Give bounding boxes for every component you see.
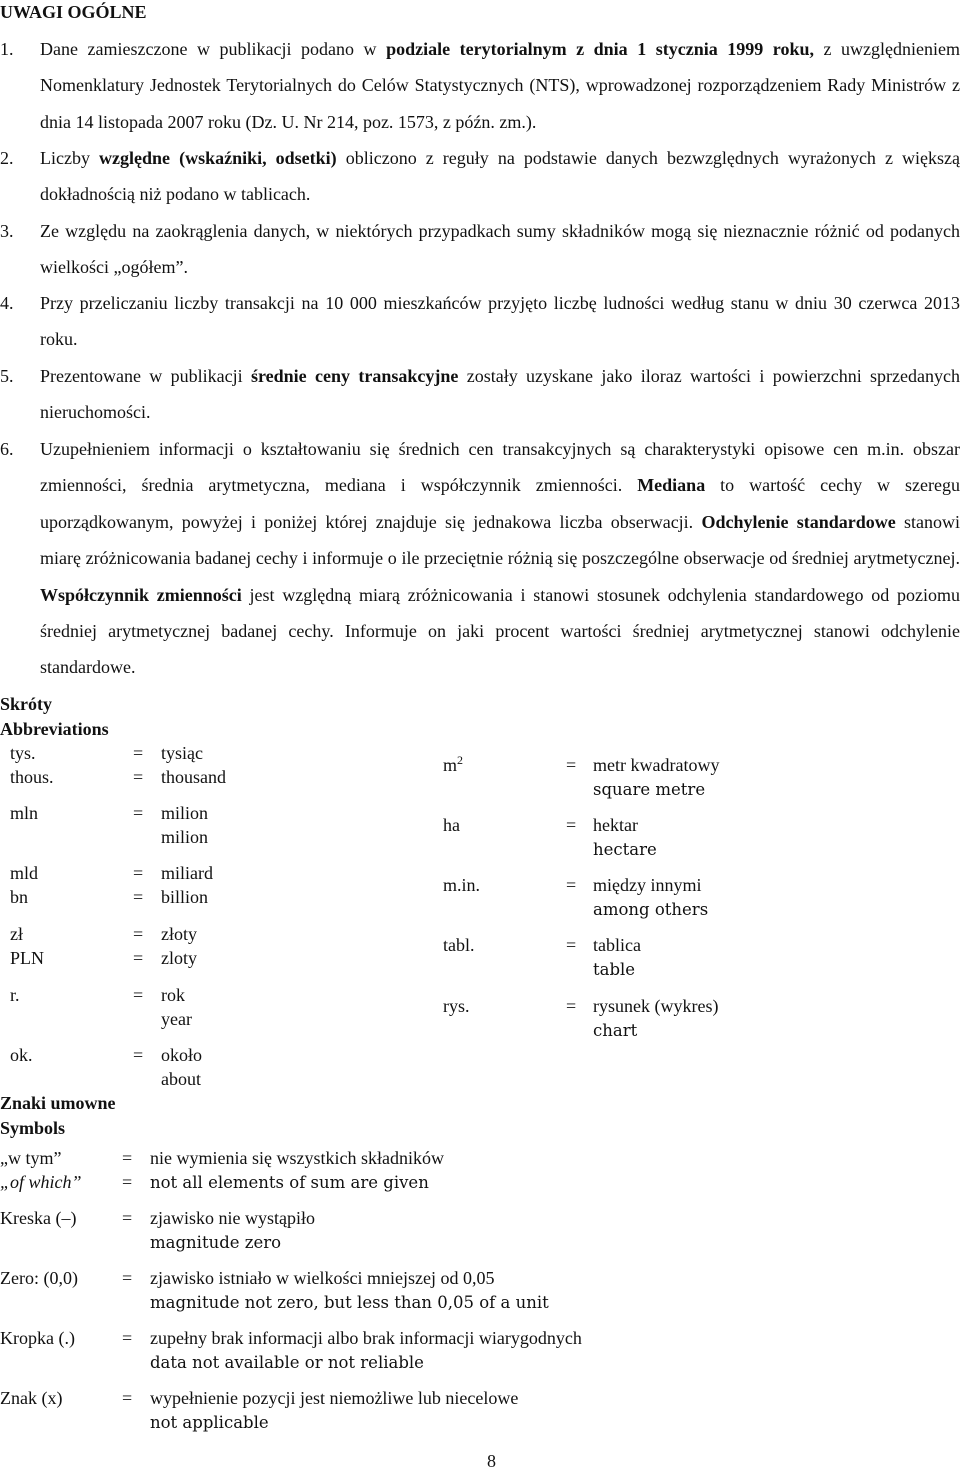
abbr-definition-en: hectare bbox=[593, 840, 657, 859]
abbr-definition-en: among others bbox=[593, 900, 709, 919]
symbol-definition: wypełnienie pozycji jest niemożliwe lub niecelowe bbox=[150, 1388, 519, 1408]
note-text bbox=[40, 431, 960, 686]
note-text bbox=[40, 31, 960, 140]
abbr-term: zł bbox=[10, 924, 23, 944]
note-text bbox=[40, 140, 960, 213]
abbr-term: $m^2$ bbox=[443, 753, 464, 775]
abbr-term: mln bbox=[10, 803, 39, 823]
symbol-definition-en: not all elements of sum are given bbox=[150, 1173, 429, 1192]
abbr-term: r. bbox=[10, 985, 20, 1005]
abbr-definition: metr kwadratowy bbox=[593, 755, 720, 775]
note-5 bbox=[0, 358, 960, 431]
symbol-definition: nie wymienia się wszystkich składników bbox=[150, 1148, 444, 1168]
equals-sign: = bbox=[133, 767, 144, 787]
note-segment: Ze względu na zaokrąglenia danych, w niektórych przypadkach sumy składników mogą się nieznacznie różnić od podanych wielkości „ogółem”. bbox=[40, 221, 960, 278]
equals-sign: = bbox=[133, 803, 144, 823]
symbol-definition: zjawisko nie wystąpiło bbox=[150, 1208, 315, 1228]
note-number: 3. bbox=[0, 221, 14, 241]
symbol-term-en: „of which” bbox=[0, 1172, 82, 1192]
symbol-definition-en: magnitude not zero, but less than 0,05 of a unit bbox=[150, 1293, 549, 1312]
abbr-definition-en: chart bbox=[593, 1021, 638, 1040]
symbols-heading-en: Symbols bbox=[0, 1118, 66, 1138]
abbr-term-en: bn bbox=[10, 887, 28, 907]
abbr-definition: złoty bbox=[161, 924, 197, 944]
note-segment: Przy przeliczaniu liczby transakcji na 10 000 mieszkańców przyjęto liczbę ludności według stanu w dniu 30 czerwca 2013 roku. bbox=[40, 293, 960, 350]
abbr-definition: rysunek (wykres) bbox=[593, 996, 719, 1016]
equals-sign: = bbox=[566, 875, 577, 895]
abbr-term-en: thous. bbox=[10, 767, 54, 787]
abbr-definition-en: square metre bbox=[593, 780, 706, 799]
equals-sign: = bbox=[133, 863, 144, 883]
note-segment: Liczby bbox=[40, 148, 100, 168]
equals-sign: = bbox=[566, 815, 577, 835]
abbr-definition-en: billion bbox=[161, 887, 209, 907]
equals-sign: = bbox=[122, 1328, 133, 1348]
note-number: 2. bbox=[0, 148, 14, 168]
abbr-definition: około bbox=[161, 1045, 203, 1065]
note-segment: podziale terytorialnym z dnia 1 stycznia 1999 roku, bbox=[386, 39, 814, 59]
abbr-term: tabl. bbox=[443, 935, 475, 955]
note-segment: stanowi miarę zróżnicowania badanej cechy i informuje o ile przeciętnie różnią się poszczególne obserwacje od średniej arytmetycznej. bbox=[40, 511, 960, 569]
note-text bbox=[40, 358, 960, 431]
abbr-definition-en: thousand bbox=[161, 767, 226, 787]
equals-sign: = bbox=[122, 1388, 133, 1408]
note-2 bbox=[0, 140, 960, 213]
note-number: 1. bbox=[0, 39, 14, 59]
note-segment: Współczynnik zmienności bbox=[40, 584, 242, 605]
note-text bbox=[40, 285, 960, 358]
note-segment: to wartość cechy w szeregu uporządkowanym, powyżej i poniżej której znajduje się jednakowa liczba obserwacji. bbox=[40, 475, 960, 532]
abbr-definition-en: zloty bbox=[161, 948, 197, 968]
note-3 bbox=[0, 213, 960, 285]
symbol-definition-en: data not available or not reliable bbox=[150, 1353, 424, 1372]
equals-sign: = bbox=[133, 887, 144, 907]
abbr-definition: rok bbox=[161, 985, 185, 1005]
abbr-definition: między innymi bbox=[593, 875, 702, 895]
note-segment: Mediana bbox=[637, 475, 706, 496]
abbr-definition: hektar bbox=[593, 815, 638, 835]
note-segment: Prezentowane w publikacji bbox=[40, 366, 251, 386]
note-number: 6. bbox=[0, 439, 14, 459]
abbr-definition-en: about bbox=[161, 1069, 201, 1089]
equals-sign: = bbox=[133, 743, 144, 763]
note-text bbox=[40, 213, 960, 286]
note-6 bbox=[0, 431, 960, 691]
abbreviations-heading-pl: Skróty bbox=[0, 694, 53, 714]
equals-sign: = bbox=[566, 935, 577, 955]
note-number: 4. bbox=[0, 293, 14, 313]
equals-sign: = bbox=[122, 1208, 133, 1228]
page-number: 8 bbox=[487, 1451, 496, 1471]
symbol-term: „w tym” bbox=[0, 1148, 62, 1168]
symbol-definition: zupełny brak informacji albo brak informacji wiarygodnych bbox=[150, 1328, 582, 1348]
note-segment: obliczono z reguły na podstawie danych bezwzględnych wyrażonych z większą dokładnością niż podano w tablicach. bbox=[40, 148, 960, 205]
abbr-term: m.in. bbox=[443, 875, 481, 895]
abbreviations-heading-en: Abbreviations bbox=[0, 719, 109, 739]
symbol-definition-en: not applicable bbox=[150, 1413, 269, 1432]
note-1 bbox=[0, 31, 960, 140]
symbol-term: Znak (x) bbox=[0, 1388, 63, 1408]
symbols-heading-pl: Znaki umowne bbox=[0, 1093, 116, 1113]
abbr-term: ok. bbox=[10, 1045, 33, 1065]
abbr-term: rys. bbox=[443, 996, 470, 1016]
abbr-term: ha bbox=[443, 815, 460, 835]
equals-sign: = bbox=[566, 996, 577, 1016]
note-4 bbox=[0, 285, 960, 358]
equals-sign: = bbox=[566, 755, 577, 775]
equals-sign: = bbox=[133, 1045, 144, 1065]
note-segment: średnie ceny transakcyjne bbox=[251, 366, 459, 386]
note-segment: Uzupełnieniem informacji o kształtowaniu się średnich cen transakcyjnych są charakterystyki opisowe cen m.in. obszar zmienności, średnia arytmetyczna, mediana i współczynnik zmienności. bbox=[40, 439, 960, 496]
abbr-definition: miliard bbox=[161, 863, 213, 883]
note-segment: Odchylenie standardowe bbox=[701, 511, 896, 532]
general-notes bbox=[0, 31, 960, 691]
equals-sign: = bbox=[122, 1148, 133, 1168]
note-segment: zostały uzyskane jako iloraz wartości i powierzchni sprzedanych nieruchomości. bbox=[40, 366, 960, 423]
abbr-definition: milion bbox=[161, 803, 209, 823]
symbol-definition: zjawisko istniało w wielkości mniejszej od 0,05 bbox=[150, 1268, 495, 1288]
symbol-term: Kropka (.) bbox=[0, 1328, 75, 1348]
page-heading: UWAGI OGÓLNE bbox=[0, 2, 147, 22]
abbr-term-en: PLN bbox=[10, 948, 45, 968]
note-segment: jest względną miarą zróżnicowania i stanowi stosunek odchylenia standardowego od poziomu średniej arytmetycznej badanej cechy. Informuje on jaki procent wartości średniej arytmetycznej stanowi odchylenie standardowe. bbox=[40, 584, 960, 678]
superscript: 2 bbox=[457, 753, 464, 767]
abbr-term: tys. bbox=[10, 743, 36, 763]
note-segment: z uwzględnieniem Nomenklatury Jednostek Terytorialnych do Celów Statystycznych (NTS), wprowadzonej rozporządzeniem Rady Ministrów z dnia 14 listopada 2007 roku (Dz. U. Nr 214, poz. 1573, z późn. zm.). bbox=[40, 39, 960, 132]
symbol-term: Zero: (0,0) bbox=[0, 1268, 78, 1288]
equals-sign: = bbox=[122, 1268, 133, 1288]
abbr-term: mld bbox=[10, 863, 39, 883]
equals-sign: = bbox=[133, 985, 144, 1005]
abbr-definition-en: milion bbox=[161, 827, 209, 847]
abbr-definition-en: year bbox=[161, 1009, 192, 1029]
symbol-term: Kreska (–) bbox=[0, 1208, 77, 1228]
note-segment: względne (wskaźniki, odsetki) bbox=[99, 148, 337, 168]
abbr-definition: tablica bbox=[593, 935, 641, 955]
abbr-definition: tysiąc bbox=[161, 743, 203, 763]
abbr-definition-en: table bbox=[593, 960, 636, 979]
equals-sign: = bbox=[133, 948, 144, 968]
note-segment: Dane zamieszczone w publikacji podano w bbox=[40, 39, 387, 59]
note-number: 5. bbox=[0, 366, 14, 386]
equals-sign: = bbox=[133, 924, 144, 944]
equals-sign: = bbox=[122, 1172, 133, 1192]
symbol-definition-en: magnitude zero bbox=[150, 1233, 282, 1252]
